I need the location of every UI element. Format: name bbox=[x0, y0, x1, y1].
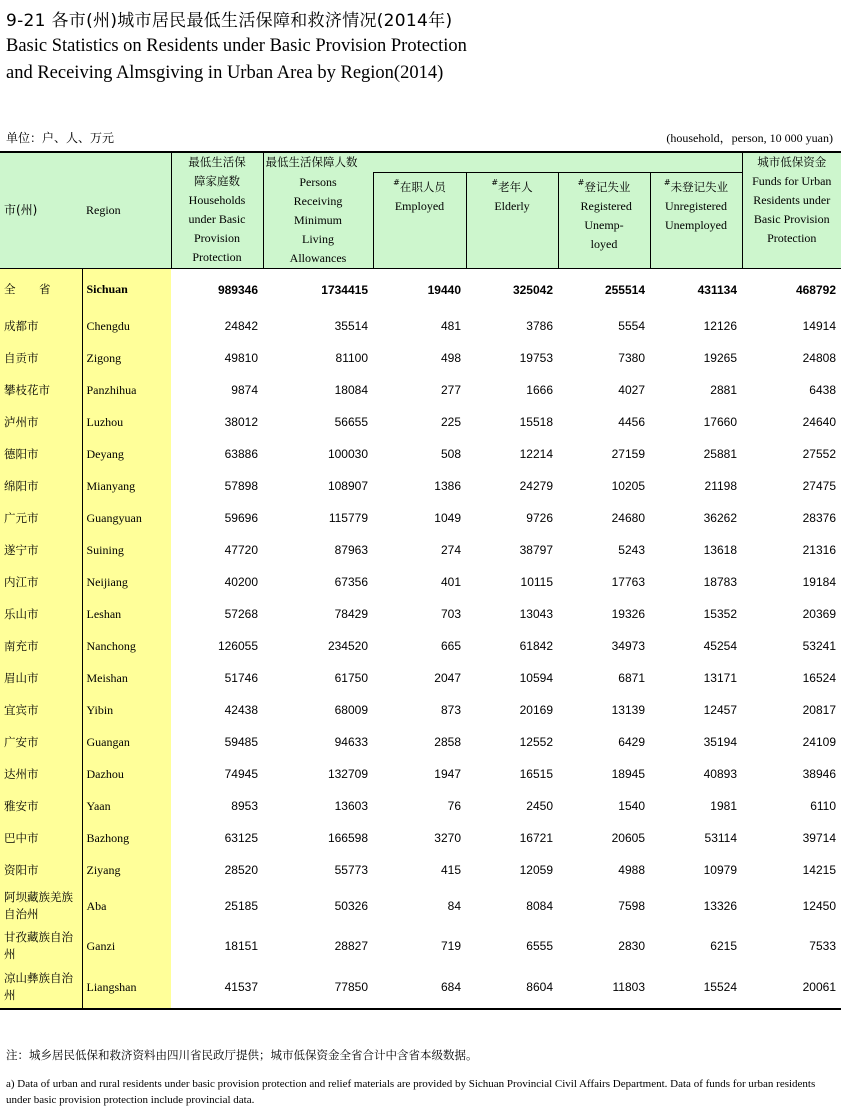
cell-funds: 39714 bbox=[802, 831, 836, 845]
cell-persons: 67356 bbox=[334, 575, 368, 589]
table-row bbox=[0, 534, 841, 566]
cell-persons: 50326 bbox=[334, 899, 368, 913]
cell-city: 内江市 bbox=[0, 566, 82, 598]
cell-unregistered: 13171 bbox=[703, 671, 737, 685]
cell-region: Yaan bbox=[82, 790, 171, 822]
cell-funds: 16524 bbox=[802, 671, 836, 685]
cell-registered: 11803 bbox=[558, 966, 650, 1009]
cell-employed: 277 bbox=[440, 383, 461, 397]
cell-unregistered: 13326 bbox=[703, 899, 737, 913]
cell-persons: 18084 bbox=[334, 383, 368, 397]
header-registered-cn: 登记失业 bbox=[584, 180, 631, 194]
header-persons-group bbox=[263, 152, 742, 173]
cell-funds: 6438 bbox=[809, 383, 836, 397]
cell-city: 德阳市 bbox=[0, 438, 82, 470]
table-row bbox=[0, 694, 841, 726]
cell-registered: 20605 bbox=[611, 831, 645, 845]
table-row bbox=[0, 630, 841, 662]
cell-unregistered: 1981 bbox=[710, 799, 737, 813]
cell-region: Deyang bbox=[82, 438, 171, 470]
cell-city: 遂宁市 bbox=[0, 534, 82, 566]
cell-unregistered: 6215 bbox=[710, 939, 737, 953]
cell-households: 57268 bbox=[224, 607, 258, 621]
cell-funds: 53241 bbox=[802, 639, 836, 653]
cell-region: Luzhou bbox=[82, 406, 171, 438]
cell-employed: 1049 bbox=[434, 511, 461, 525]
cell-households: 49810 bbox=[224, 351, 258, 365]
cell-region: Bazhong bbox=[82, 822, 171, 854]
cell-registered: 10205 bbox=[611, 479, 645, 493]
cell-city: 攀枝花市 bbox=[0, 374, 82, 406]
cell-funds: 12450 bbox=[802, 899, 836, 913]
cell-employed: 274 bbox=[440, 543, 461, 557]
cell-persons: 94633 bbox=[334, 735, 368, 749]
cell-persons: 87963 bbox=[334, 543, 368, 557]
header-elderly-cn: 老年人 bbox=[498, 180, 533, 194]
cell-funds: 7533 bbox=[809, 939, 836, 953]
cell-households: 40200 bbox=[224, 575, 258, 589]
cell-registered: 34973 bbox=[611, 639, 645, 653]
cell-funds: 20817 bbox=[802, 703, 836, 717]
cell-persons: 55773 bbox=[334, 863, 368, 877]
cell-region: Aba bbox=[82, 886, 171, 926]
cell-elderly: 9726 bbox=[526, 511, 553, 525]
cell-employed: 415 bbox=[440, 863, 461, 877]
cell-households: 59696 bbox=[224, 511, 258, 525]
cell-city: 自贡市 bbox=[0, 342, 82, 374]
cell-elderly: 13043 bbox=[519, 607, 553, 621]
cell-city: 广安市 bbox=[0, 726, 82, 758]
header-funds-cn: 城市低保资金 bbox=[757, 155, 827, 169]
cell-elderly: 24279 bbox=[519, 479, 553, 493]
cell-region: Liangshan bbox=[82, 966, 171, 1009]
cell-elderly: 10594 bbox=[519, 671, 553, 685]
cell-city: 宜宾市 bbox=[0, 694, 82, 726]
cell-region: Guangyuan bbox=[82, 502, 171, 534]
table-row bbox=[0, 662, 841, 694]
cell-households: 24842 bbox=[224, 319, 258, 333]
cell-region: Zigong bbox=[82, 342, 171, 374]
cell-elderly: 325042 bbox=[466, 269, 558, 311]
cell-funds: 19184 bbox=[802, 575, 836, 589]
cell-elderly: 1666 bbox=[526, 383, 553, 397]
cell-persons: 78429 bbox=[334, 607, 368, 621]
header-employed-cn: 在职人员 bbox=[399, 180, 446, 194]
cell-employed: 19440 bbox=[373, 269, 466, 311]
cell-unregistered: 2881 bbox=[710, 383, 737, 397]
cell-persons: 77850 bbox=[263, 966, 373, 1009]
cell-households: 28520 bbox=[224, 863, 258, 877]
unit-label-cn: 单位：户、人、万元 bbox=[6, 131, 115, 145]
cell-employed: 401 bbox=[440, 575, 461, 589]
table-row bbox=[0, 438, 841, 470]
header-unregistered bbox=[650, 173, 742, 269]
cell-employed: 1947 bbox=[434, 767, 461, 781]
cell-registered: 4456 bbox=[618, 415, 645, 429]
cell-region: Ziyang bbox=[82, 854, 171, 886]
cell-persons: 61750 bbox=[334, 671, 368, 685]
header-unregistered-en: Unregistered Unemployed bbox=[665, 199, 727, 232]
table-row bbox=[0, 926, 841, 966]
cell-persons: 35514 bbox=[334, 319, 368, 333]
header-persons-en: Persons Receiving Minimum Living Allowances bbox=[289, 174, 347, 265]
cell-city: 阿坝藏族羌族自治州 bbox=[0, 886, 82, 926]
table-row bbox=[0, 566, 841, 598]
cell-persons: 115779 bbox=[328, 511, 368, 525]
cell-unregistered: 53114 bbox=[704, 831, 737, 845]
cell-households: 18151 bbox=[224, 939, 258, 953]
cell-unregistered: 12457 bbox=[703, 703, 737, 717]
cell-unregistered: 13618 bbox=[703, 543, 737, 557]
cell-households: 41537 bbox=[171, 966, 263, 1009]
cell-employed: 719 bbox=[440, 939, 461, 953]
cell-elderly: 12552 bbox=[519, 735, 553, 749]
cell-elderly: 19753 bbox=[519, 351, 553, 365]
cell-city: 达州市 bbox=[0, 758, 82, 790]
cell-registered: 24680 bbox=[611, 511, 645, 525]
cell-employed: 225 bbox=[440, 415, 461, 429]
cell-city: 乐山市 bbox=[0, 598, 82, 630]
cell-elderly: 61842 bbox=[519, 639, 553, 653]
cell-households: 51746 bbox=[224, 671, 258, 685]
cell-region: Panzhihua bbox=[82, 374, 171, 406]
cell-registered: 255514 bbox=[558, 269, 650, 311]
note-cn: 注：城乡居民低保和救济资料由四川省民政厅提供；城市低保资金全省合计中含省本级数据。 bbox=[6, 1048, 478, 1062]
cell-households: 57898 bbox=[224, 479, 258, 493]
header-elderly-mark: # bbox=[491, 178, 499, 187]
table-body bbox=[0, 269, 841, 1010]
table-title-en-line2: and Receiving Almsgiving in Urban Area by Region(2014) bbox=[6, 63, 444, 83]
cell-city: 雅安市 bbox=[0, 790, 82, 822]
cell-registered: 5243 bbox=[618, 543, 645, 557]
header-persons-group-cn: 最低生活保障人数 bbox=[265, 155, 358, 169]
cell-elderly: 38797 bbox=[519, 543, 553, 557]
table-row bbox=[0, 758, 841, 790]
header-registered-mark: # bbox=[577, 178, 585, 187]
cell-city: 眉山市 bbox=[0, 662, 82, 694]
cell-households: 989346 bbox=[171, 269, 263, 311]
cell-registered: 6871 bbox=[618, 671, 645, 685]
table-row bbox=[0, 726, 841, 758]
cell-city: 泸州市 bbox=[0, 406, 82, 438]
header-employed bbox=[373, 173, 466, 269]
cell-funds: 14914 bbox=[802, 319, 836, 333]
cell-registered: 4027 bbox=[618, 383, 645, 397]
cell-elderly: 16721 bbox=[519, 831, 553, 845]
cell-city: 广元市 bbox=[0, 502, 82, 534]
cell-persons: 132709 bbox=[327, 767, 368, 781]
cell-elderly: 16515 bbox=[519, 767, 553, 781]
cell-employed: 3270 bbox=[434, 831, 461, 845]
cell-unregistered: 18783 bbox=[703, 575, 737, 589]
cell-persons: 108907 bbox=[327, 479, 368, 493]
cell-funds: 27552 bbox=[802, 447, 836, 461]
header-region: Region bbox=[82, 152, 171, 269]
table-row bbox=[0, 966, 841, 1009]
header-households-en: Households under Basic Provision Protection bbox=[188, 193, 246, 264]
cell-region: Yibin bbox=[82, 694, 171, 726]
cell-employed: 1386 bbox=[434, 479, 461, 493]
cell-unregistered: 15352 bbox=[703, 607, 737, 621]
table-row bbox=[0, 269, 841, 311]
cell-region: Guangan bbox=[82, 726, 171, 758]
cell-households: 63886 bbox=[224, 447, 258, 461]
cell-funds: 27475 bbox=[802, 479, 836, 493]
cell-employed: 2047 bbox=[434, 671, 461, 685]
table-row bbox=[0, 886, 841, 926]
cell-city: 凉山彝族自治州 bbox=[0, 966, 82, 1009]
cell-persons: 56655 bbox=[334, 415, 368, 429]
cell-region: Sichuan bbox=[82, 269, 171, 311]
cell-households: 9874 bbox=[231, 383, 258, 397]
cell-registered: 13139 bbox=[611, 703, 645, 717]
cell-registered: 7380 bbox=[618, 351, 645, 365]
cell-city: 成都市 bbox=[0, 310, 82, 342]
cell-registered: 7598 bbox=[618, 899, 645, 913]
cell-employed: 481 bbox=[440, 319, 461, 333]
table-title-cn: 9-21 各市(州)城市居民最低生活保障和救济情况(2014年) bbox=[6, 11, 453, 31]
cell-employed: 703 bbox=[440, 607, 461, 621]
cell-funds: 6110 bbox=[810, 799, 836, 813]
cell-registered: 18945 bbox=[611, 767, 645, 781]
cell-funds: 14215 bbox=[802, 863, 836, 877]
cell-persons: 81100 bbox=[335, 351, 368, 365]
cell-city: 南充市 bbox=[0, 630, 82, 662]
cell-registered: 1540 bbox=[618, 799, 645, 813]
cell-elderly: 8604 bbox=[466, 966, 558, 1009]
cell-employed: 873 bbox=[440, 703, 461, 717]
cell-city: 甘孜藏族自治州 bbox=[0, 926, 82, 966]
table-row bbox=[0, 310, 841, 342]
cell-funds: 24808 bbox=[802, 351, 836, 365]
header-households bbox=[171, 152, 263, 269]
header-elderly bbox=[466, 173, 558, 269]
table-row bbox=[0, 374, 841, 406]
cell-households: 38012 bbox=[224, 415, 258, 429]
cell-region: Nanchong bbox=[82, 630, 171, 662]
cell-employed: 684 bbox=[373, 966, 466, 1009]
cell-unregistered: 35194 bbox=[703, 735, 737, 749]
header-elderly-en: Elderly bbox=[494, 199, 530, 213]
table-title-en-line1: Basic Statistics on Residents under Basic Provision Protection bbox=[6, 36, 467, 56]
cell-persons: 28827 bbox=[334, 939, 368, 953]
cell-funds: 38946 bbox=[802, 767, 836, 781]
cell-funds: 20061 bbox=[742, 966, 841, 1009]
cell-households: 25185 bbox=[224, 899, 258, 913]
header-unregistered-cn: 未登记失业 bbox=[670, 180, 729, 194]
cell-elderly: 6555 bbox=[526, 939, 553, 953]
cell-households: 8953 bbox=[231, 799, 258, 813]
cell-persons: 68009 bbox=[334, 703, 368, 717]
header-funds bbox=[742, 152, 841, 269]
cell-unregistered: 19265 bbox=[703, 351, 737, 365]
cell-employed: 498 bbox=[440, 351, 461, 365]
cell-region: Meishan bbox=[82, 662, 171, 694]
cell-city: 全 省 bbox=[0, 269, 82, 311]
cell-unregistered: 45254 bbox=[703, 639, 737, 653]
header-households-cn: 最低生活保障家庭数 bbox=[188, 155, 246, 188]
cell-persons: 13603 bbox=[334, 799, 368, 813]
table-row bbox=[0, 502, 841, 534]
cell-employed: 508 bbox=[440, 447, 461, 461]
cell-elderly: 20169 bbox=[519, 703, 553, 717]
cell-persons: 100030 bbox=[327, 447, 368, 461]
cell-registered: 27159 bbox=[611, 447, 645, 461]
cell-region: Neijiang bbox=[82, 566, 171, 598]
cell-region: Chengdu bbox=[82, 310, 171, 342]
cell-elderly: 2450 bbox=[526, 799, 553, 813]
header-persons bbox=[263, 173, 373, 269]
cell-city: 资阳市 bbox=[0, 854, 82, 886]
note-en: a) Data of urban and rural residents under basic provision protection and relief materials are provided by Sichuan Provincial Civil Affairs Department. Data of funds for urban residents under basic provision protection include provincial data. bbox=[6, 1078, 816, 1106]
cell-funds: 24640 bbox=[802, 415, 836, 429]
cell-registered: 5554 bbox=[618, 319, 645, 333]
cell-funds: 468792 bbox=[742, 269, 841, 311]
table-row bbox=[0, 790, 841, 822]
cell-elderly: 15518 bbox=[519, 415, 553, 429]
cell-region: Ganzi bbox=[82, 926, 171, 966]
header-city: 市(州) bbox=[0, 152, 82, 269]
cell-city: 绵阳市 bbox=[0, 470, 82, 502]
cell-region: Mianyang bbox=[82, 470, 171, 502]
cell-elderly: 8084 bbox=[526, 899, 553, 913]
cell-registered: 17763 bbox=[611, 575, 645, 589]
cell-persons: 1734415 bbox=[263, 269, 373, 311]
cell-unregistered: 10979 bbox=[703, 863, 737, 877]
cell-funds: 24109 bbox=[802, 735, 836, 749]
cell-registered: 4988 bbox=[618, 863, 645, 877]
statistics-table bbox=[0, 151, 841, 1010]
cell-persons: 234520 bbox=[327, 639, 368, 653]
table-row bbox=[0, 598, 841, 630]
cell-households: 126055 bbox=[217, 639, 258, 653]
cell-region: Suining bbox=[82, 534, 171, 566]
header-funds-en: Funds for Urban Residents under Basic Provision Protection bbox=[752, 174, 832, 245]
table-row bbox=[0, 342, 841, 374]
cell-unregistered: 17660 bbox=[703, 415, 737, 429]
cell-elderly: 3786 bbox=[526, 319, 553, 333]
header-registered bbox=[558, 173, 650, 269]
cell-households: 74945 bbox=[224, 767, 258, 781]
cell-region: Dazhou bbox=[82, 758, 171, 790]
table-row bbox=[0, 470, 841, 502]
cell-households: 47720 bbox=[224, 543, 258, 557]
cell-elderly: 10115 bbox=[520, 575, 553, 589]
cell-registered: 6429 bbox=[618, 735, 645, 749]
cell-city: 巴中市 bbox=[0, 822, 82, 854]
cell-unregistered: 431134 bbox=[650, 269, 742, 311]
table-row bbox=[0, 854, 841, 886]
cell-employed: 665 bbox=[440, 639, 461, 653]
cell-elderly: 12214 bbox=[519, 447, 553, 461]
cell-funds: 21316 bbox=[802, 543, 836, 557]
cell-unregistered: 25881 bbox=[703, 447, 737, 461]
cell-unregistered: 12126 bbox=[703, 319, 737, 333]
table-row bbox=[0, 822, 841, 854]
cell-households: 59485 bbox=[224, 735, 258, 749]
header-unregistered-mark: # bbox=[663, 178, 671, 187]
cell-persons: 166598 bbox=[327, 831, 368, 845]
cell-region: Leshan bbox=[82, 598, 171, 630]
cell-funds: 28376 bbox=[802, 511, 836, 525]
cell-unregistered: 21198 bbox=[704, 479, 737, 493]
cell-unregistered: 36262 bbox=[703, 511, 737, 525]
cell-households: 42438 bbox=[224, 703, 258, 717]
cell-elderly: 12059 bbox=[519, 863, 553, 877]
unit-label-en: (household，person, 10 000 yuan) bbox=[666, 131, 833, 145]
cell-employed: 76 bbox=[447, 799, 461, 813]
cell-funds: 20369 bbox=[802, 607, 836, 621]
header-employed-en: Employed bbox=[394, 199, 445, 213]
cell-employed: 2858 bbox=[434, 735, 461, 749]
cell-employed: 84 bbox=[447, 899, 461, 913]
table-row bbox=[0, 406, 841, 438]
cell-unregistered: 40893 bbox=[703, 767, 737, 781]
header-employed-mark: # bbox=[393, 178, 400, 187]
cell-households: 63125 bbox=[224, 831, 258, 845]
header-registered-en: Registered Unemp-loyed bbox=[580, 199, 632, 251]
cell-registered: 19326 bbox=[611, 607, 645, 621]
cell-unregistered: 15524 bbox=[650, 966, 742, 1009]
cell-registered: 2830 bbox=[618, 939, 645, 953]
